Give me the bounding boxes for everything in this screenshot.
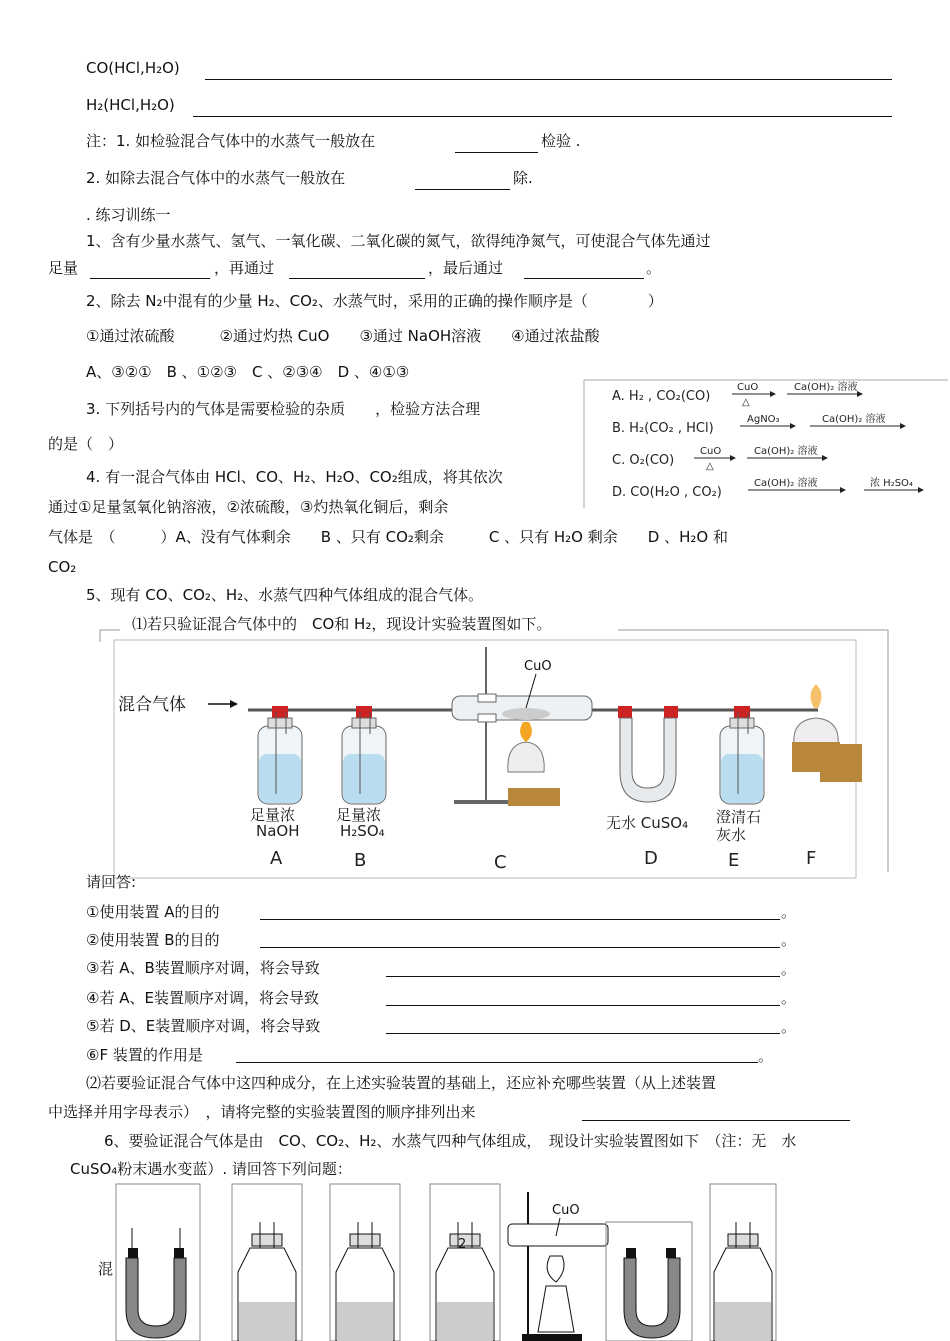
bottle-a xyxy=(258,706,302,804)
period: 。 xyxy=(781,989,797,1007)
cuo-label: CuO xyxy=(552,1203,580,1218)
question-6-cont: CuSO₄粉末遇水变蓝）. 请回答下列问题： xyxy=(70,1160,352,1178)
question-1-text: 。 xyxy=(646,259,662,277)
reagent-label: AgNO₃ xyxy=(747,414,780,425)
question-6: 6、要验证混合气体是由 CO、CO₂、H₂、水蒸气四种气体组成， 现设计实验装置图如下 （注：无 水 xyxy=(104,1132,797,1150)
line-co-impurity: CO(HCl,H₂O) xyxy=(86,59,180,77)
cuo-label: CuO xyxy=(524,659,552,674)
wash-bottle-3 xyxy=(430,1184,500,1341)
note-2-end: 除. xyxy=(513,169,533,187)
q3-options-figure xyxy=(582,378,948,510)
period: 。 xyxy=(781,903,797,921)
question-3: 3. 下列括号内的气体是需要检验的杂质 ，检验方法合理 xyxy=(86,400,481,418)
label-e: E xyxy=(728,850,740,871)
label-d: D xyxy=(644,848,658,869)
question-5-part-1: ⑴若只验证混合气体中的 CO和 H₂，现设计实验装置图如下。 xyxy=(132,615,552,633)
u-tube-1 xyxy=(116,1184,200,1341)
period: 。 xyxy=(781,1018,797,1036)
option-b-label: B. H₂(CO₂ , HCl) xyxy=(612,421,714,436)
bottle-e-label: 澄清石 xyxy=(716,808,762,826)
answer-blank[interactable] xyxy=(260,919,780,920)
heating-apparatus-c xyxy=(452,647,592,806)
reagent-label: CuO xyxy=(737,382,759,393)
answer-prompt: 请回答: xyxy=(86,873,137,891)
reagent-label: CuO xyxy=(700,446,722,457)
label-b: B xyxy=(354,850,367,871)
option-d-label: D. CO(H₂O , CO₂) xyxy=(612,485,722,500)
question-3-cont: 的是（ ） xyxy=(48,435,124,453)
question-1: 1、含有少量水蒸气、氢气、一氧化碳、二氧化碳的氮气，欲得纯净氮气，可使混合气体先通过 xyxy=(86,232,711,250)
answer-blank[interactable] xyxy=(193,116,892,117)
answer-blank[interactable] xyxy=(455,152,538,153)
question-5-part-2-cont: 中选择并用字母表示） ，请将完整的实验装置图的顺序排列出来 xyxy=(48,1103,476,1121)
label-c: C xyxy=(494,852,507,873)
answer-1: ①使用装置 A的目的 xyxy=(86,903,220,921)
label-a: A xyxy=(270,848,283,869)
page-number: 2 xyxy=(458,1237,467,1252)
note-1: 注：1. 如检验混合气体中的水蒸气一般放在 xyxy=(86,132,376,150)
reagent-label: Ca(OH)₂ 溶液 xyxy=(822,414,886,425)
answer-blank[interactable] xyxy=(90,278,210,279)
answer-2: ②使用装置 B的目的 xyxy=(86,931,220,949)
question-4-cont: 通过①足量氢氧化钠溶液，②浓硫酸，③灼热氧化铜后，剩余 xyxy=(48,498,449,516)
answer-3: ③若 A、B装置顺序对调，将会导致 xyxy=(86,959,320,977)
u-tube-d xyxy=(618,706,678,802)
heating-tube xyxy=(508,1192,608,1341)
wash-bottle-4 xyxy=(710,1184,776,1341)
apparatus-diagram-2 xyxy=(112,1182,782,1341)
wash-bottle-1 xyxy=(232,1184,302,1341)
bottle-b-label: 足量浓 xyxy=(336,806,382,824)
reagent-label: Ca(OH)₂ 溶液 xyxy=(754,446,818,457)
bottle-b xyxy=(342,706,386,804)
heat-symbol: △ xyxy=(742,397,750,408)
bottle-a-label: 足量浓 xyxy=(250,806,296,824)
question-5-part-2: ⑵若要验证混合气体中这四种成分，在上述实验装置的基础上，还应补充哪些装置（从上述装置 xyxy=(86,1074,717,1092)
heat-symbol: △ xyxy=(706,461,714,472)
reagent-label: Ca(OH)₂ 溶液 xyxy=(754,478,818,489)
answer-blank[interactable] xyxy=(386,1033,780,1034)
question-4: 4. 有一混合气体由 HCl、CO、H₂、H₂O、CO₂组成，将其依次 xyxy=(86,468,503,486)
question-2-answers: A、③②① B 、①②③ C 、②③④ D 、④①③ xyxy=(86,363,410,381)
answer-6: ⑥F 装置的作用是 xyxy=(86,1046,203,1064)
answer-blank[interactable] xyxy=(582,1120,850,1121)
answer-blank[interactable] xyxy=(289,278,425,279)
answer-blank[interactable] xyxy=(386,1005,780,1006)
option-c-label: C. O₂(CO) xyxy=(612,453,675,468)
question-5: 5、现有 CO、CO₂、H₂、水蒸气四种气体组成的混合气体。 xyxy=(86,586,484,604)
question-1-cont: 足量 xyxy=(48,259,79,277)
note-2: 2. 如除去混合气体中的水蒸气一般放在 xyxy=(86,169,346,187)
u-tube-2 xyxy=(606,1222,692,1341)
answer-blank[interactable] xyxy=(236,1062,758,1063)
label-f: F xyxy=(806,848,817,869)
burner-f xyxy=(792,684,862,782)
inlet-label: 混合气体 xyxy=(118,695,186,715)
option-a-label: A. H₂ , CO₂(CO) xyxy=(612,389,711,404)
question-1-text: ，最后通过 xyxy=(428,259,504,277)
reagent-label: 浓 H₂SO₄ xyxy=(870,478,913,489)
period: 。 xyxy=(781,931,797,949)
bottle-e xyxy=(720,706,764,804)
question-4-options: 气体是 （ ）A、没有气体剩余 B 、只有 CO₂剩余 C 、只有 H₂O 剩余 D 、H₂O 和 xyxy=(48,528,728,546)
mixed-gas-fragment: 混 xyxy=(98,1260,114,1278)
note-1-end: 检验 . xyxy=(541,132,581,150)
bottle-e-label-2: 灰水 xyxy=(716,826,747,844)
line-h2-impurity: H₂(HCl,H₂O) xyxy=(86,96,175,114)
question-2-options: ①通过浓硫酸 ②通过灼热 CuO ③通过 NaOH溶液 ④通过浓盐酸 xyxy=(86,327,600,345)
answer-blank[interactable] xyxy=(524,278,644,279)
wash-bottle-2 xyxy=(330,1184,400,1341)
question-2: 2、除去 N₂中混有的少量 H₂、CO₂、水蒸气时，采用的正确的操作顺序是（ ） xyxy=(86,292,663,310)
u-tube-d-label: 无水 CuSO₄ xyxy=(606,814,689,832)
bottle-b-reagent: H₂SO₄ xyxy=(340,822,385,840)
answer-blank[interactable] xyxy=(260,947,780,948)
reagent-label: Ca(OH)₂ 溶液 xyxy=(794,382,858,393)
period: 。 xyxy=(781,960,797,978)
apparatus-diagram-1 xyxy=(98,622,890,880)
answer-blank[interactable] xyxy=(415,189,510,190)
section-heading: . 练习训练一 xyxy=(86,206,171,224)
answer-blank[interactable] xyxy=(205,79,892,80)
period: 。 xyxy=(758,1047,774,1065)
question-4-end: CO₂ xyxy=(48,558,77,576)
answer-4: ④若 A、E装置顺序对调，将会导致 xyxy=(86,989,319,1007)
answer-5: ⑤若 D、E装置顺序对调，将会导致 xyxy=(86,1017,321,1035)
bottle-a-reagent: NaOH xyxy=(256,822,300,840)
answer-blank[interactable] xyxy=(386,976,780,977)
question-1-text: ，再通过 xyxy=(214,259,275,277)
